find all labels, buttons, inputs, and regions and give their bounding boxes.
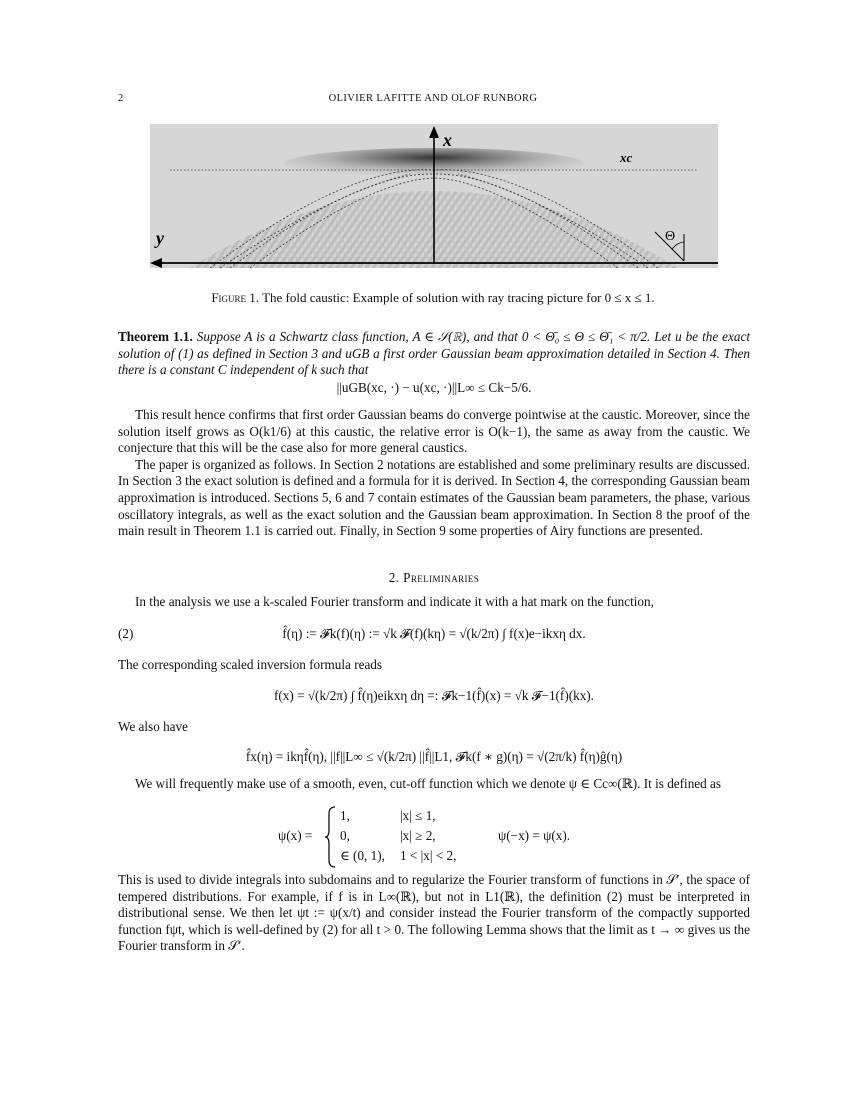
equation-2-body: f̂(η) := 𝓕k(f)(η) := √k 𝓕(f)(kη) = √(k/2π) ∫ f(x)e−ikxη dx. — [282, 626, 586, 641]
psi-even-property: ψ(−x) = ψ(x). — [498, 828, 571, 843]
fourier-intro: In the analysis we use a k-scaled Fourier transform and indicate it with a hat mark on the function, — [135, 594, 654, 609]
page-header — [118, 93, 748, 104]
cutoff-text: We will frequently make use of a smooth, even, cut-off function which we denote ψ ∈ Cc∞(ℝ). It is defined as — [135, 776, 722, 791]
also-have: We also have — [118, 719, 188, 734]
theorem-equation: ||uGB(xc, ·) − u(xc, ·)||L∞ ≤ Ck−5/6. — [336, 380, 532, 395]
left-brace — [324, 806, 336, 868]
equation-2-number: (2) — [118, 626, 134, 641]
figure-1 — [150, 124, 718, 268]
section-2-title: 2. Preliminaries — [388, 570, 480, 585]
psi-lhs: ψ(x) = — [278, 828, 313, 843]
closing-paragraph-block — [118, 872, 750, 955]
figure-caption — [118, 290, 748, 306]
closing-paragraph: This is used to divide integrals into subdomains and to regularize the Fourier transform of functions in 𝒮′, the space of tempered distributions. For example, if f is in L∞(ℝ), but not in L1(ℝ), the definition (2) must be interpreted in distributional sense. We then let ψt := ψ(x/t) and consider instead the Fourier transform of the compactly supported function fψt, which is well-defined by (2) for all t > 0. The following Lemma shows that the limit as t → ∞ gives us the Fourier transform in 𝒮′. — [118, 872, 750, 954]
psi-case2-condition: |x| ≥ 2, — [400, 828, 436, 843]
label-xc: xc — [620, 150, 633, 165]
running-title: OLIVIER LAFITTE AND OLOF RUNBORG — [328, 93, 538, 104]
paragraph-result — [118, 407, 750, 540]
equation-2 — [118, 626, 750, 642]
fold-caustic-figure — [150, 124, 718, 268]
theorem-label: Theorem 1.1. — [118, 329, 193, 344]
theorem-1-1 — [118, 329, 750, 379]
cutoff-block — [118, 776, 750, 793]
label-x: x — [443, 130, 452, 150]
psi-case2-value: 0, — [340, 828, 350, 843]
figure-caption-text: The fold caustic: Example of solution with ray tracing picture for 0 ≤ x ≤ 1. — [262, 290, 655, 305]
paragraph-1: This result hence confirms that first order Gaussian beams do converge pointwise at the caustic. Moreover, since the solution itself grows as O(k1/6) at this caustic, the relative error is O(k−1), the same as away from the caustic. We conjecture that this will be the case also for more general caustics. — [118, 407, 750, 456]
paragraph-2: The paper is organized as follows. In Section 2 notations are established and some preliminary results are discussed. In Section 3 the exact solution is defined and a formula for it is derived. In Section 4, the corresponding Gaussian beam approximation is introduced. Sections 5, 6 and 7 contain estimates of the Gaussian beam parameters, the phase, various oscillatory integrals, as well as the exact solution and the Gaussian beam approximation. In Section 8 the proof of the main result in Theorem 1.1 is carried out. Finally, in Section 9 some properties of Airy functions are presented. — [118, 456, 750, 539]
psi-case1-value: 1, — [340, 808, 350, 823]
label-y: y — [156, 228, 164, 248]
label-theta: Θ — [665, 229, 676, 244]
psi-definition — [118, 806, 750, 868]
figure-caption-label: Figure 1. — [211, 290, 260, 305]
psi-case3-condition: 1 < |x| < 2, — [400, 848, 457, 863]
section-2-intro — [118, 594, 750, 611]
psi-case3-value: ∈ (0, 1), — [340, 848, 385, 863]
also-have-block — [118, 719, 750, 736]
inversion-intro-block — [118, 657, 750, 674]
inversion-intro: The corresponding scaled inversion formula reads — [118, 657, 383, 672]
equation-properties: f̂x(η) = ikηf̂(η), ||f||L∞ ≤ √(k/2π) ||f̂||L1, 𝓕k(f ∗ g)(η) = √(2π/k) f̂(η)ĝ(η) — [245, 749, 623, 764]
psi-case1-condition: |x| ≤ 1, — [400, 808, 436, 823]
page-number: 2 — [118, 93, 124, 104]
theorem-statement: Suppose A is a Schwartz class function, A ∈ 𝒮(ℝ), and that 0 < Θ̄₀ ≤ Θ ≤ Θ̄₁ < π/2. Let u be the exact solution of (1) as defined in Section 3 and uGB a first order Gaussian beam approximation detailed in Section 4. Then there is a constant C independent of k such that — [118, 329, 750, 378]
equation-inversion: f(x) = √(k/2π) ∫ f̂(η)eikxη dη =: 𝓕k−1(f̂)(x) = √k 𝓕−1(f̂)(kx). — [274, 688, 594, 703]
